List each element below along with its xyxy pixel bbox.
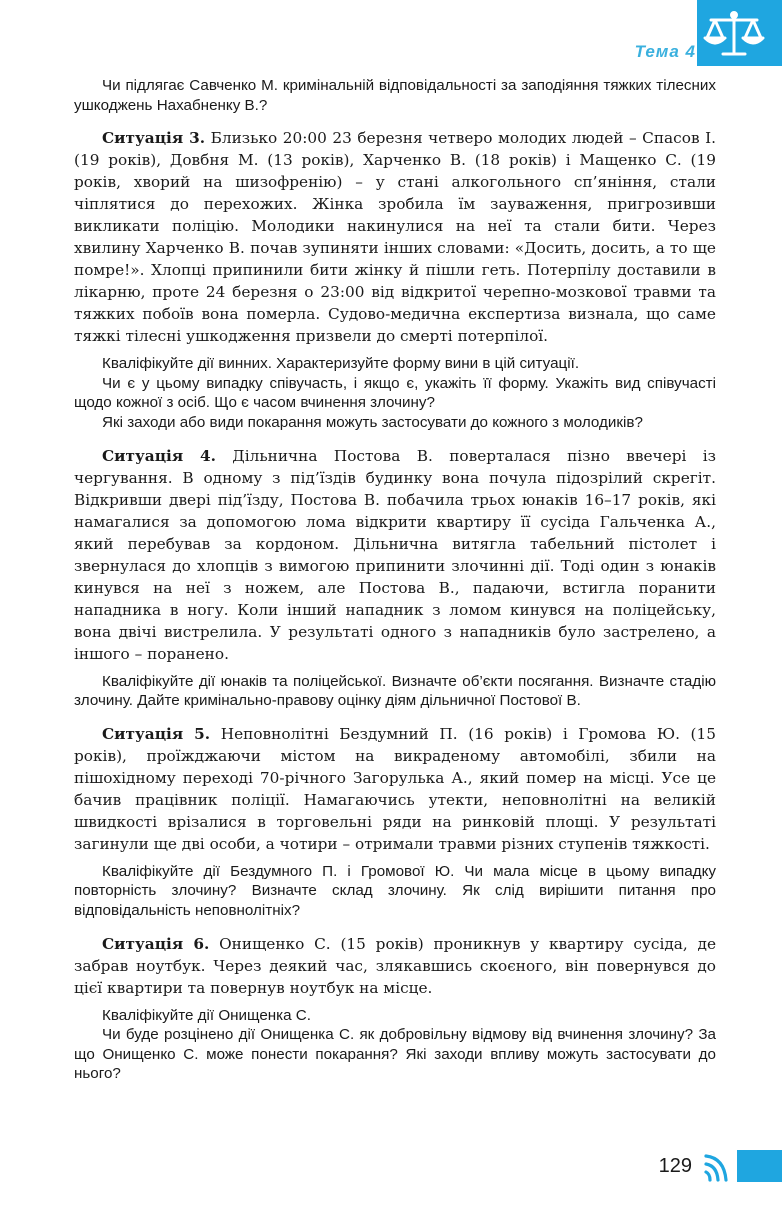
situation-text: Неповнолітні Бездумний П. (16 років) і Громова Ю. (15 років), проїжджаючи містом на викраденому автомобілі, збили на пішохідному переході 70-річного Загорулька А., який помер на місці. Усе це бачив працівник поліції. Намагаючись утекти, неповнолітні на великій швидкості врізалися в торговельні ряди на ринковій площі. У результаті загинули ще дві особи, а чотири – отримали травми різних ступенів тяжкості. [74, 724, 716, 853]
situation-3 [74, 127, 716, 432]
situation-title: Ситуація 4. [102, 446, 216, 465]
situation-title: Ситуація 5. [102, 724, 211, 743]
header-banner [697, 0, 782, 66]
question: Кваліфікуйте дії винних. Характеризуйте форму вини в цій ситуації. [102, 355, 580, 373]
page-content [74, 76, 716, 1084]
situation-text: Онищенко С. (15 років) проникнув у квартиру сусіда, де забрав ноутбук. Через деякий час, злякавшись скоєного, він повернувся до цієї квартири та повернув ноутбук на місце. [74, 934, 716, 997]
question: Кваліфікуйте дії юнаків та поліцейської. Визначте об’єкти посягання. Визначте стадію злочину. Дайте кримінально-правову оцінку діям дільничної Постової В. [74, 672, 716, 710]
situation-4 [74, 445, 716, 711]
topic-label: Тема 4 [634, 42, 696, 61]
situation-text: Близько 20:00 23 березня четверо молодих людей – Спасов І. (19 років), Довбня М. (13 років), Харченко В. (18 років) і Мащенко С. (19 років, хворий на шизофренію) – у стані алкогольного сп’яніння, стали чіплятися до перехожих. Жінка зробила їм зауваження, пригрозивши викликати поліцію. Молодики накинулися на неї та стали бити. Через хвилину Харченко В. почав зупиняти інших словами: «Досить, досить, а то ще помре!». Хлопці припинили бити жінку й пішли геть. Потерпілу доставили в лікарню, проте 24 березня о 23:00 від відкритої черепно-мозкової травми та тяжких побоїв вона померла. Судово-медична експертиза визнала, що саме тяжкі тілесні ушкодження призвели до смерті потерпілої. [74, 129, 716, 346]
situation-6 [74, 933, 716, 1084]
situation-title: Ситуація 6. [102, 934, 210, 953]
signal-waves-icon [702, 1150, 742, 1182]
situation-title: Ситуація 3. [102, 129, 206, 148]
scales-icon [703, 8, 765, 60]
question: Кваліфікуйте дії Бездумного П. і Громової Ю. Чи мала місце в цьому випадку повторність злочину? Визначте склад злочину. Як слід вирішити питання про відповідальність неповнолітніх? [74, 862, 716, 919]
footer-banner [737, 1150, 782, 1182]
question: Чи буде розцінено дії Онищенка С. як добровільну відмову від вчинення злочину? За що Онищенко С. може понести покарання? Які заходи впливу можуть застосувати до нього? [74, 1026, 716, 1083]
page-number: 129 [658, 1155, 692, 1177]
question: Які заходи або види покарання можуть застосувати до кожного з молодиків? [102, 413, 643, 431]
intro-question: Чи підлягає Савченко М. кримінальній відповідальності за заподіяння тяжких тілесних ушкоджень Нахабненку В.? [74, 77, 716, 114]
situation-text: Дільнична Постова В. поверталася пізно ввечері із чергування. В одному з під’їздів будинку вона почула підозрілий скрегіт. Відкривши двері під’їзду, Постова В. побачила трьох юнаків 16–17 років, які намагалися за допомогою лома відкрити квартиру її сусіда Гальченка А., який перебував за кордоном. Дільнична витягла табельний пістолет і звернулася до хлопців з вимогою припинити злочинні дії. Тоді один з юнаків кинувся на неї з ножем, але Постова В., падаючи, встигла поранити нападника в ногу. Коли інший нападник з ломом кинувся на поліцейську, вона двічі вистрелила. У результаті одного з нападників було застрелено, а іншого – поранено. [74, 446, 716, 663]
question: Чи є у цьому випадку співучасть, і якщо є, укажіть її форму. Укажіть вид співучасті щодо кожної з осіб. Що є часом вчинення злочину? [74, 374, 716, 412]
question: Кваліфікуйте дії Онищенка С. [102, 1006, 311, 1024]
situation-5 [74, 723, 716, 921]
